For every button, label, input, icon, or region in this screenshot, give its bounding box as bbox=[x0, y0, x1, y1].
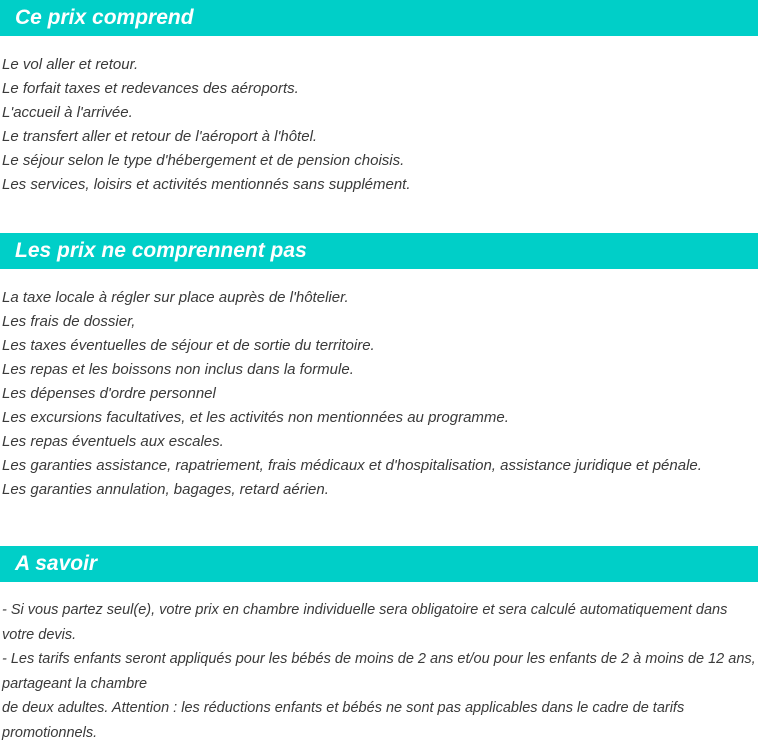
note-paragraph: de deux adultes. Attention : les réductions enfants et bébés ne sont pas applicables dans le cadre de tarifs promotionnels. bbox=[2, 700, 685, 741]
list-item: Les dépenses d'ordre personnel bbox=[2, 385, 216, 402]
section-title-excludes: Les prix ne comprennent pas bbox=[15, 239, 307, 262]
section-title-notes: A savoir bbox=[15, 552, 98, 575]
list-item: Les garanties assistance, rapatriement, frais médicaux et d'hospitalisation, assistance juridique et pénale. bbox=[2, 457, 702, 474]
section-body-notes bbox=[0, 598, 758, 745]
section-header-notes bbox=[0, 546, 758, 582]
list-item: Le forfait taxes et redevances des aéroports. bbox=[2, 80, 299, 97]
section-a-savoir bbox=[0, 546, 758, 745]
section-body-includes bbox=[0, 53, 758, 197]
note-paragraph: - Si vous partez seul(e), votre prix en chambre individuelle sera obligatoire et sera calculé automatiquement dans votre devis. bbox=[2, 602, 728, 643]
list-item: L'accueil à l'arrivée. bbox=[2, 104, 133, 121]
list-item: Le transfert aller et retour de l'aéroport à l'hôtel. bbox=[2, 128, 318, 145]
note-paragraph: - Les tarifs enfants seront appliqués pour les bébés de moins de 2 ans et/ou pour les enfants de 2 à moins de 12 ans, partageant la chambre bbox=[2, 651, 756, 692]
section-body-excludes bbox=[0, 286, 758, 502]
list-item: Les repas et les boissons non inclus dans la formule. bbox=[2, 361, 354, 378]
section-ce-prix-comprend bbox=[0, 0, 758, 197]
section-header-includes bbox=[0, 0, 758, 36]
list-item: Les services, loisirs et activités mentionnés sans supplément. bbox=[2, 176, 411, 193]
list-item: Les repas éventuels aux escales. bbox=[2, 433, 224, 450]
section-title-includes: Ce prix comprend bbox=[15, 6, 194, 29]
list-item: La taxe locale à régler sur place auprès de l'hôtelier. bbox=[2, 289, 349, 306]
list-item: Les taxes éventuelles de séjour et de sortie du territoire. bbox=[2, 337, 375, 354]
list-item: Les garanties annulation, bagages, retard aérien. bbox=[2, 481, 329, 498]
list-item: Le séjour selon le type d'hébergement et de pension choisis. bbox=[2, 152, 405, 169]
section-les-prix-ne-comprennent-pas bbox=[0, 233, 758, 502]
list-item: Les excursions facultatives, et les activités non mentionnées au programme. bbox=[2, 409, 509, 426]
list-item: Les frais de dossier, bbox=[2, 313, 136, 330]
section-header-excludes bbox=[0, 233, 758, 269]
list-item: Le vol aller et retour. bbox=[2, 56, 139, 73]
